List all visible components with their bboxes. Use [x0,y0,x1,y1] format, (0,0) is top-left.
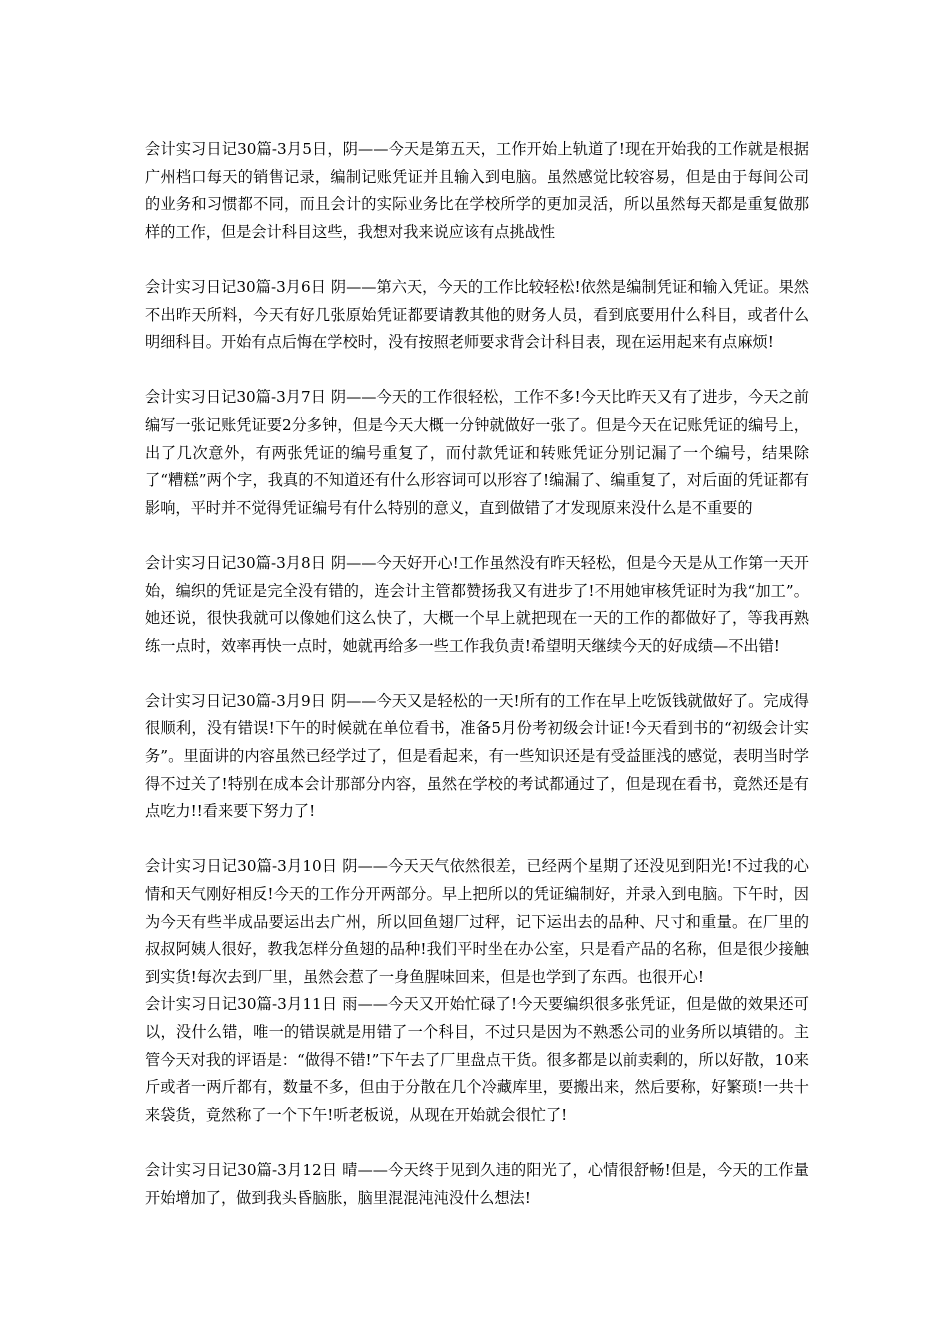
diary-entry-mar-8: 会计实习日记30篇-3月8日 阴——今天好开心!工作虽然没有昨天轻松，但是今天是从工作第一天开始，编织的凭证是完全没有错的，连会计主管都赞扬我又有进步了!不用她审核凭证时为我“加工”。她还说，很快我就可以像她们这么快了，大概一个早上就把现在一天的工作的都做好了，等我再熟练一点时，效率再快一点时，她就再给多一些工作我负责!希望明天继续今天的好成绩—不出错! [145,553,809,655]
diary-entry-mar-6: 会计实习日记30篇-3月6日 阴——第六天，今天的工作比较轻松!依然是编制凭证和输入凭证。果然不出昨天所料，今天有好几张原始凭证都要请教其他的财务人员，看到底要用什么科目，或者什么明细科目。开始有点后悔在学校时，没有按照老师要求背会计科目表，现在运用起来有点麻烦! [145,277,809,352]
document-body [145,136,809,1240]
diary-entry-mar-5: 会计实习日记30篇-3月5日，阴——今天是第五天，工作开始上轨道了!现在开始我的工作就是根据广州档口每天的销售记录，编制记账凭证并且输入到电脑。虽然感觉比较容易，但是由于每间公司的业务和习惯都不同，而且会计的实际业务比在学校所学的更加灵活，所以虽然每天都是重复做那样的工作，但是会计科目这些，我想对我来说应该有点挑战性 [145,140,809,241]
diary-entry-mar-11: 会计实习日记30篇-3月11日 雨——今天又开始忙碌了!今天要编织很多张凭证，但是做的效果还可以，没什么错，唯一的错误就是用错了一个科目，不过只是因为不熟悉公司的业务所以填错的。主管今天对我的评语是：“做得不错!”下午去了厂里盘点干货。很多都是以前卖剩的，所以好散，10来斤或者一两斤都有，数量不多，但由于分散在几个冷藏库里，要搬出来，然后要称，好繁琐!一共十来袋货，竟然称了一个下午!听老板说，从现在开始就会很忙了! [145,995,809,1124]
diary-entry-mar-9: 会计实习日记30篇-3月9日 阴——今天又是轻松的一天!所有的工作在早上吃饭钱就做好了。完成得很顺利，没有错误!下午的时候就在单位看书，准备5月份考初级会计证!今天看到书的“初级会计实务”。里面讲的内容虽然已经学过了，但是看起来，有一些知识还是有受益匪浅的感觉，表明当时学得不过关了!特别在成本会计那部分内容，虽然在学校的考试都通过了，但是现在看书，竟然还是有点吃力!!看来要下努力了! [145,691,809,821]
diary-entry-mar-10: 会计实习日记30篇-3月10日 阴——今天天气依然很差，已经两个星期了还没见到阳光!不过我的心情和天气刚好相反!今天的工作分开两部分。早上把所以的凭证编制好，并录入到电脑。下午时，因为今天有些半成品要运出去广州，所以回鱼翅厂过秤，记下运出去的品种、尺寸和重量。在厂里的叔叔阿姨人很好，教我怎样分鱼翅的品种!我们平时坐在办公室，只是看产品的名称，但是很少接触到实货!每次去到厂里，虽然会惹了一身鱼腥味回来，但是也学到了东西。也很开心! [145,857,809,986]
diary-entry-mar-7: 会计实习日记30篇-3月7日 阴——今天的工作很轻松，工作不多!今天比昨天又有了进步，今天之前编写一张记账凭证要2分多钟，但是今天大概一分钟就做好一张了。但是今天在记账凭证的编号上，出了几次意外，有两张凭证的编号重复了，而付款凭证和转账凭证分别记漏了一个编号，结果除了“糟糕”两个字，我真的不知道还有什么形容词可以形容了!编漏了、编重复了，对后面的凭证都有影响，平时并不觉得凭证编号有什么特别的意义，直到做错了才发现原来没什么是不重要的 [145,388,809,517]
diary-entry-mar-12: 会计实习日记30篇-3月12日 晴——今天终于见到久违的阳光了，心情很舒畅!但是，今天的工作量开始增加了，做到我头昏脑胀，脑里混混沌沌没什么想法! [145,1160,809,1207]
